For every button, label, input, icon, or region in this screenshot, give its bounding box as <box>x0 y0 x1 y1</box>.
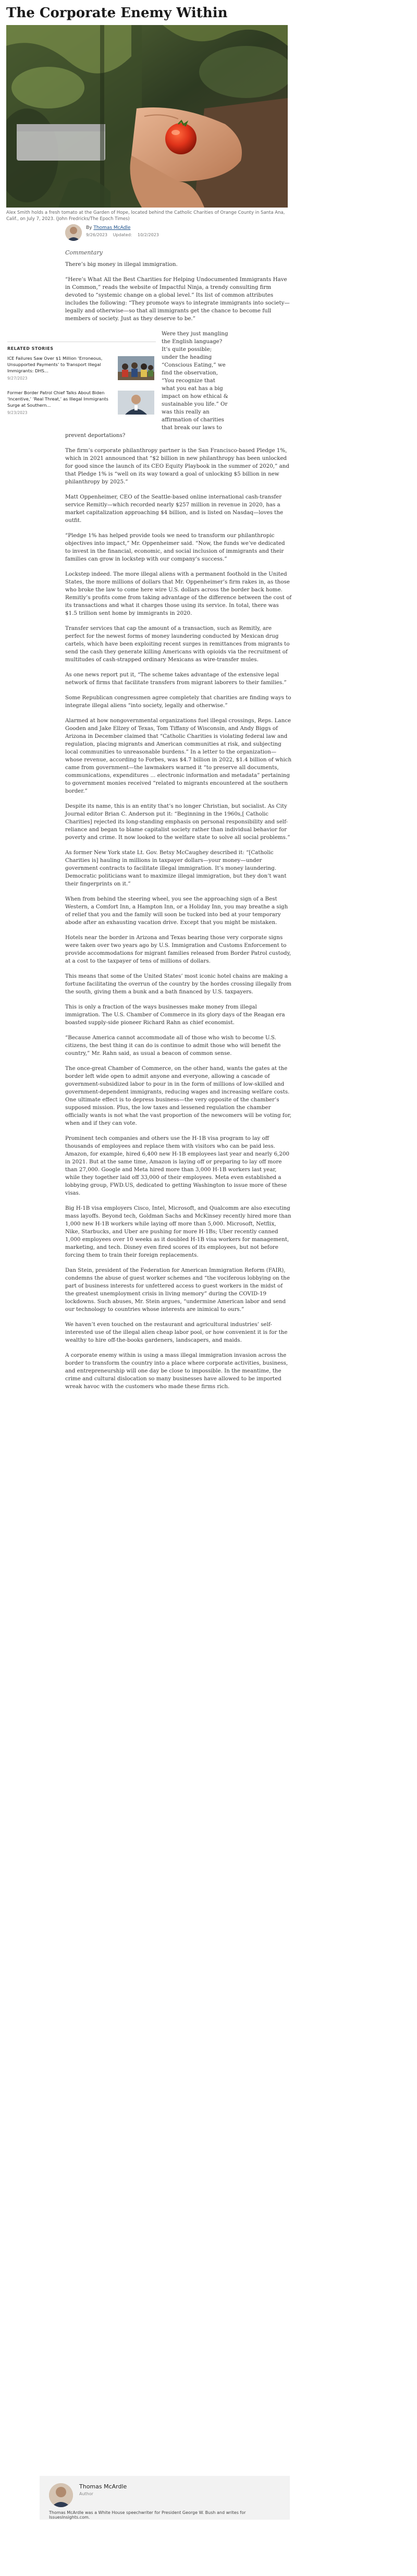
byline-dates <box>86 233 163 237</box>
article-paragraph: “Because America cannot accommodate all of those who wish to become U.S. citizens, the best thing it can do is continue to admit those who will benefit the country,” Mr. Rahn said, as usual a beacon of common sense. <box>65 1035 281 1056</box>
author-box <box>40 2476 290 2520</box>
article-paragraph: A corporate enemy within is using a mass illegal immigration invasion across the border to transform the country into a place where corporate activities, business, and entrepreneurship will one day be close to impossible. In the meantime, the crime and cultural dislocation so many businesses have allowed to be imported wreak havoc with the customers who made these firms rich. <box>65 1352 288 1390</box>
byline-prefix: By <box>86 225 92 230</box>
author-avatar[interactable] <box>65 224 82 241</box>
article-body <box>65 261 292 1398</box>
article-paragraph: Hotels near the border in Arizona and Texas bearing those very corporate signs were taken over two years ago by U.S. Immigration and Customs Enforcement to provide accommodations for migrant families released from Border Patrol custody, at a cost to the taxpayer of tens of millions of dollars. <box>65 934 291 964</box>
wrap-line: that break our laws to <box>162 424 222 431</box>
article-paragraph: Despite its name, this is an entity that’s no longer Christian, but socialist. As City Journal editor Brian C. Anderson put it: “Beginning in the 1960s,[ Catholic Charities] rejected its long-standing emphasis on personal responsibility and self-reliance and began to blame capitalist society rather than individual behavior for poverty and crime. It now looked to the welfare state to solve all social problems.” <box>65 803 290 841</box>
article-paragraph: “Pledge 1% has helped provide tools we need to transform our philanthropic objectives into impact,” Mr. Oppenheimer said. “Now, the funds we’ve dedicated to invest in the financial, economic, and social inclusion of immigrants and their families can grow in lockstep with our company’s success.” <box>65 532 285 562</box>
related-story-thumbnail[interactable] <box>118 356 154 380</box>
wrap-line: was this really an <box>162 409 210 415</box>
wrap-line: impact on how ethical & <box>162 393 228 399</box>
article-paragraph: There’s big money in illegal immigration. <box>65 261 178 268</box>
hero-photo <box>6 25 288 208</box>
hero-caption: Alex Smith holds a fresh tomato at the Garden of Hope, located behind the Catholic Charities of Orange County in Santa Ana, Calif., on July 7, 2023. (John Fredricks/The Epoch Times) <box>6 210 285 222</box>
person-photo-icon <box>118 391 154 415</box>
article-paragraph: The once-great Chamber of Commerce, on the other hand, wants the gates at the border left wide open to admit anyone and everyone, allowing a cascade of government-subsidized labor to pour in in the form of millions of low-skilled and government-dependent immigrants, reducing wages and increasing welfare costs. One ultimate effect is to depress business—the very opposite of the chamber’s supposed mission. Plus, the low taxes and lessened regulation the chamber officially wants is not what the vast proportion of the newcomers will be voting for, when and if they can vote. <box>65 1065 292 1126</box>
article-headline: The Corporate Enemy Within <box>6 5 228 21</box>
article-paragraph: Some Republican congressmen agree completely that charities are finding ways to integrate illegal aliens “into society, legally and otherwise.” <box>65 695 291 709</box>
article-paragraph: Prominent tech companies and others use the H-1B visa program to lay off thousands of employees and replace them with visitors who can be paid less. Amazon, for example, hired 6,400 new H-1B employees last year and nearly 6,200 in 2021. But at the same time, Amazon is laying off or preparing to lay off more than 27,000. Google and Meta hired more than 3,000 H-1B workers last year, while they together laid off 33,000 of their employees. Meta even established a lobbying group, FWD.US, dedicated to getting Washington to issue more of these visas. <box>65 1135 290 1196</box>
author-box-bio: Thomas McArdle was a White House speechwriter for President George W. Bush and writes for IssuesInsights.com. <box>49 2510 246 2520</box>
published-date: 9/26/2023 <box>86 233 108 237</box>
related-story-date: 9/23/2023 <box>7 410 28 415</box>
article-paragraph: This means that some of the United States’ most iconic hotel chains are making a fortune facilitating the overrun of the country by the hordes crossing illegally from the south, giving them a bunk and a bath financed by U.S. taxpayers. <box>65 973 292 995</box>
article-paragraph: Big H-1B visa employers Cisco, Intel, Microsoft, and Qualcomm are also executing mass layoffs. Beyond tech, Goldman Sachs and McKinsey recently hired more than 1,000 new H-1B workers while laying off more than 5,000. Microsoft, Netflix, Nike, Starbucks, and Uber are pushing for more H-1Bs; Uber recently canned 1,000 employees over 10 weeks as it doubled H-1B visa workers for management, marketing, and tech. Disney even fired scores of its employees, but not before forcing them to train their foreign replacements. <box>65 1205 291 1258</box>
author-link[interactable]: Thomas McAdle <box>93 225 131 230</box>
related-story-date: 9/27/2023 <box>7 376 28 381</box>
article-paragraph: This is only a fraction of the ways businesses make money from illegal immigration. The U.S. Chamber of Commerce in its glory days of the Reagan era boasted supply-side pioneer Richard Rahn as chief economist. <box>65 1004 285 1026</box>
article-paragraph: As former New York state Lt. Gov. Betsy McCaughey described it: “[Catholic Charities is] hauling in millions in taxpayer dollars—your money—under government contracts to facilitate illegal immigration. It’s money laundering. Democratic politicians want to maximize illegal immigration, but they don’t want their fingerprints on it.” <box>65 849 287 887</box>
wrap-line: find the observation, <box>162 370 218 376</box>
wrap-line: sustainable you life.” Or <box>162 401 228 407</box>
article-paragraph: Lockstep indeed. The more illegal aliens with a permanent foothold in the United States, the more millions of dollars that Mr. Oppenheimer’s firm rakes in, as those who broke the law to come here wire U.S. dollars across the border back home. Remitly’s profits come from taking advantage of the difference between the cost of its transactions and what it charges those using its service. In total, there was $1.5 trillion sent home by immigrants in 2020. <box>65 571 292 616</box>
article-paragraph: The firm’s corporate philanthropy partner is the San Francisco-based Pledge 1%, which in 2021 announced that “$2 billion in new philanthropy has been unlocked for good since the launch of its CEO Equity Playbook in the summer of 2020,” and that Pledge 1% is “well on its way toward a goal of unlocking $5 billion in new philanthropy by 2025.” <box>65 447 289 485</box>
wrap-line: “Conscious Eating,” we <box>162 362 226 368</box>
author-box-name[interactable]: Thomas McArdle <box>79 2483 127 2490</box>
person-icon <box>49 2483 73 2507</box>
byline-author <box>86 225 130 230</box>
byline <box>65 224 289 242</box>
wrap-line: “You recognize that <box>162 378 215 384</box>
article-paragraph: When from behind the steering wheel, you see the approaching sign of a Best Western, a Comfort Inn, a Hampton Inn, or a Holiday Inn, you may breathe a sigh of relief that you and the family will soon be tucked into bed at your temporary abode after an exhausting vacation drive. Except that you might be mistaken. <box>65 896 288 926</box>
hero-photo-illustration <box>6 25 288 208</box>
article-paragraph: We haven’t even touched on the restaurant and agricultural industries’ self-interested use of the illegal alien cheap labor pool, or how convenient it is for the wealthy to hire off-the-books gardeners, landscapers, and maids. <box>65 1321 288 1343</box>
author-box-role: Author <box>79 2492 93 2496</box>
wrap-line: affirmation of charities <box>162 417 224 423</box>
related-story-title[interactable]: ICE Failures Saw Over $1 Million ‘Erroneous, Unsupported Payments’ to Transport Illegal Immigrants: DHS... <box>7 356 103 373</box>
article-paragraph: Dan Stein, president of the Federation for American Immigration Reform (FAIR), condemns the abuse of guest worker schemes and “the vociferous lobbying on the part of business interests for unfettered access to guest workers in the midst of the greatest unemployment crisis in living memory” during the COVID-19 lockdowns. Such abuses, Mr. Stein argues, “undermine American labor and send our technology to countries whose interests are inimical to ours.” <box>65 1267 290 1313</box>
article-paragraph: Transfer services that cap the amount of a transaction, such as Remitly, are perfect for the newest forms of money laundering conducted by Mexican drug cartels, which have been exploiting recent surges in remittances from migrants to send the cash they generate killing Americans with opioids via the recruitment of multitudes of cash-strapped ordinary Mexicans as wire-transfer mules. <box>65 625 290 663</box>
article-paragraph: Alarmed at how nongovernmental organizations fuel illegal crossings, Reps. Lance Gooden and Jake Ellzey of Texas, Tom Tiffany of Wisconsin, and Andy Biggs of Arizona in December claimed that “Catholic Charities is violating federal law and regulation, placing migrants and American communities at risk, and subjecting local communities to unreasonable burdens.” In a letter to the organization—whose revenue, according to Forbes, was $4.7 billion in 2022, $1.4 billion of which came from government—the lawmakers warned it “to preserve all documents, communications, expenditures ... electronic information and metadata” pertaining to government monies received “related to migrants encountered at the southern border.” <box>65 718 292 794</box>
wrap-line: It’s quite possible; <box>162 346 212 353</box>
related-stories-heading: RELATED STORIES <box>7 346 54 351</box>
wrap-line: under the heading <box>162 354 212 360</box>
people-photo-icon <box>118 356 154 380</box>
article-paragraph: Matt Oppenheimer, CEO of the Seattle-based online international cash-transfer service Remitly—which recorded nearly $257 million in revenue in 2020, has a market capitalization approaching $4 billion, and is listed on Nasdaq—loves the outfit. <box>65 494 284 524</box>
wrap-line: Were they just mangling <box>162 331 228 337</box>
wrap-line: prevent deportations? <box>65 432 126 439</box>
article-paragraph: “Here’s What All the Best Charities for Helping Undocumented Immigrants Have in Common,” reads the website of Impactful Ninja, a trendy consulting firm devoted to “systemic change on a global level.” Its list of common attributes includes the following: “They promote ways to integrate immigrants into society—legally and otherwise—so that all immigrants get the chance to become full members of society. Just as they deserve to be.” <box>65 276 290 322</box>
related-story[interactable] <box>7 355 156 386</box>
related-story-title[interactable]: Former Border Patrol Chief Talks About Biden ‘Incentive,’ ‘Real Threat,’ as Illegal Immigrants Surge at Southern... <box>7 390 108 408</box>
person-icon <box>65 224 82 241</box>
updated-label: Updated: <box>113 233 132 237</box>
related-story[interactable] <box>7 390 156 421</box>
related-stories <box>7 342 156 424</box>
wrap-line: what you eat has a big <box>162 385 223 392</box>
author-box-avatar[interactable] <box>49 2483 73 2507</box>
article-paragraph: As one news report put it, “The scheme takes advantage of the extensive legal network of firms that facilitate transfers from migrant laborers to their families.” <box>65 672 287 686</box>
wrap-line: the English language? <box>162 338 223 345</box>
updated-date: 10/2/2023 <box>137 233 159 237</box>
section-label: Commentary <box>65 249 103 256</box>
related-story-thumbnail[interactable] <box>118 391 154 415</box>
